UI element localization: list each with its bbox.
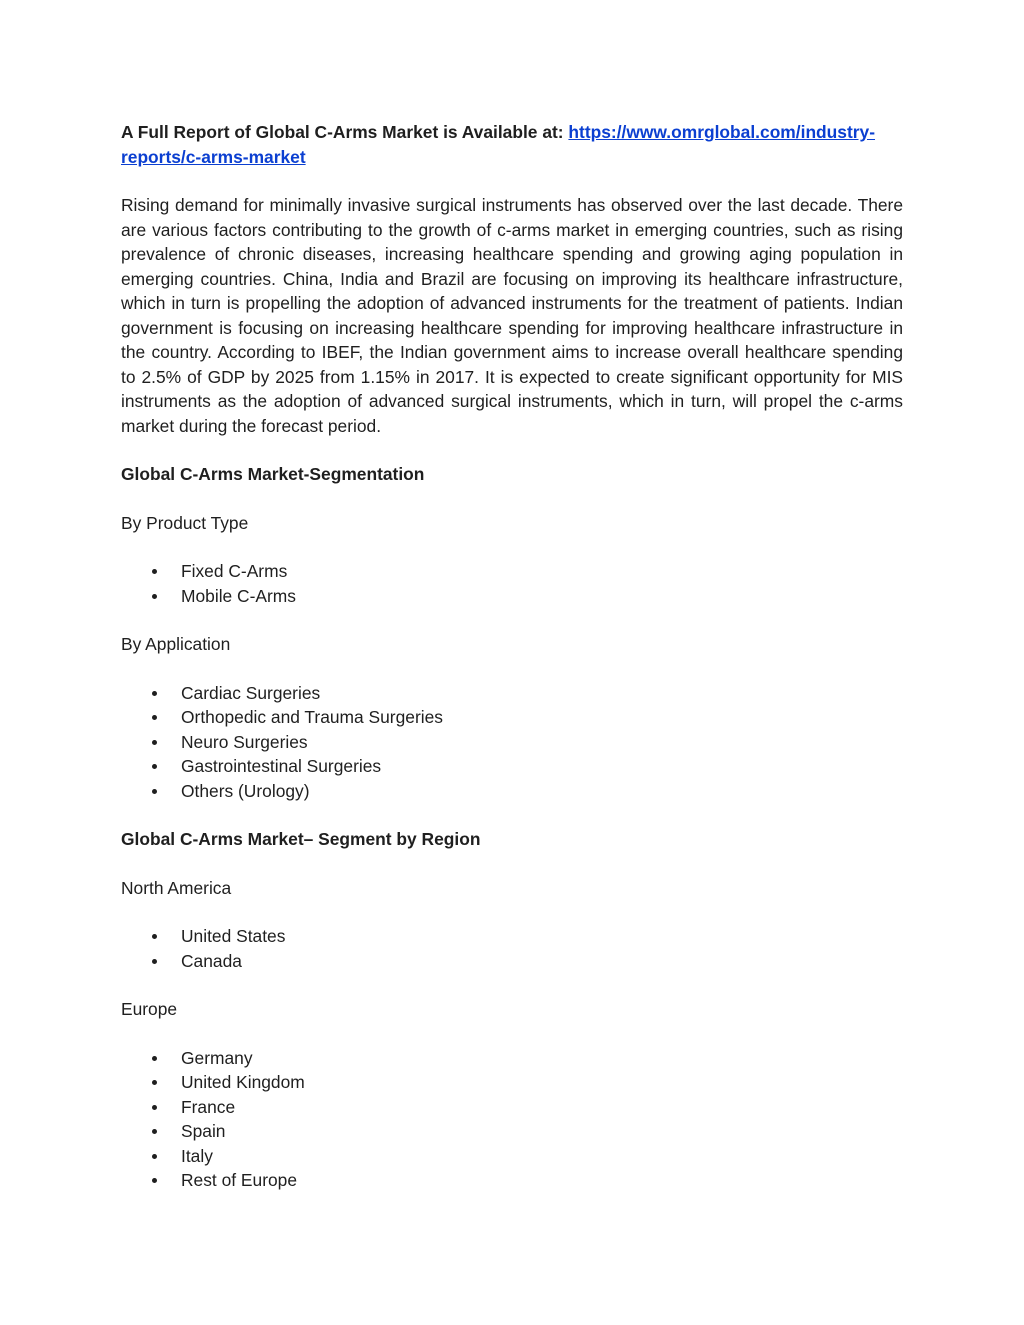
list-item — [121, 924, 903, 949]
europe-list — [121, 1046, 903, 1193]
list-item — [121, 754, 903, 779]
report-intro-lead: A Full Report of Global C-Arms Market is Available at: — [121, 122, 569, 142]
list-item — [121, 949, 903, 974]
bullet-icon — [152, 1080, 157, 1085]
list-item — [121, 559, 903, 584]
list-item — [121, 1168, 903, 1193]
bullet-icon — [152, 959, 157, 964]
bullet-icon — [152, 1129, 157, 1134]
list-item — [121, 584, 903, 609]
list-item-text: France — [181, 1096, 236, 1117]
list-item — [121, 1046, 903, 1071]
list-item-text: Germany — [181, 1047, 253, 1068]
list-item-text: Italy — [181, 1145, 213, 1166]
document-page — [121, 120, 903, 1217]
north-america-list — [121, 924, 903, 973]
list-item-text: Neuro Surgeries — [181, 731, 308, 752]
bullet-icon — [152, 1154, 157, 1159]
bullet-icon — [152, 691, 157, 696]
list-item — [121, 1119, 903, 1144]
application-list — [121, 681, 903, 804]
bullet-icon — [152, 789, 157, 794]
bullet-icon — [152, 1056, 157, 1061]
list-item-text: Cardiac Surgeries — [181, 682, 321, 703]
list-item-text: Gastrointestinal Surgeries — [181, 756, 382, 776]
list-item-text: Orthopedic and Trauma Surgeries — [181, 707, 443, 727]
list-item — [121, 681, 903, 706]
product-type-label: By Product Type — [121, 512, 249, 533]
bullet-icon — [152, 715, 157, 720]
europe-label: Europe — [121, 999, 178, 1019]
list-item-text: Canada — [181, 950, 242, 971]
report-link[interactable]: https://www.omrglobal.com/industry-reports/c-arms-market — [121, 122, 876, 167]
bullet-icon — [152, 569, 157, 574]
list-item — [121, 730, 903, 755]
list-item-text: Others (Urology) — [181, 780, 310, 801]
market-overview-paragraph: Rising demand for minimally invasive surgical instruments has observed over the last decade. There are various factors contributing to the growth of c-arms market in emerging countries, such as rising prevalence of chronic diseases, increasing healthcare spending and growing aging population in emerging countries. China, India and Brazil are focusing on improving its healthcare infrastructure, which in turn is propelling the adoption of advanced instruments for the treatment of patients. Indian government is focusing on increasing healthcare spending for improving healthcare infrastructure in the country. According to IBEF, the Indian government aims to increase overall healthcare spending to 2.5% of GDP by 2025 from 1.15% in 2017. It is expected to create significant opportunity for MIS instruments as the adoption of advanced surgical instruments, which in turn, will propel the c-arms market during the forecast period. — [121, 195, 903, 436]
application-label: By Application — [121, 634, 231, 654]
bullet-icon — [152, 1178, 157, 1183]
north-america-label: North America — [121, 877, 232, 898]
list-item — [121, 1095, 903, 1120]
segmentation-heading: Global C-Arms Market-Segmentation — [121, 464, 425, 484]
list-item-text: United Kingdom — [181, 1072, 305, 1092]
list-item — [121, 1144, 903, 1169]
bullet-icon — [152, 1105, 157, 1110]
bullet-icon — [152, 934, 157, 939]
list-item-text: Spain — [181, 1121, 226, 1141]
list-item-text: Mobile C-Arms — [181, 585, 296, 606]
list-item-text: United States — [181, 926, 286, 946]
bullet-icon — [152, 740, 157, 745]
bullet-icon — [152, 594, 157, 599]
product-type-list — [121, 559, 903, 608]
bullet-icon — [152, 764, 157, 769]
list-item — [121, 1070, 903, 1095]
report-intro — [121, 120, 903, 169]
list-item — [121, 779, 903, 804]
region-heading: Global C-Arms Market– Segment by Region — [121, 829, 481, 849]
list-item-text: Fixed C-Arms — [181, 561, 288, 581]
list-item-text: Rest of Europe — [181, 1170, 298, 1190]
list-item — [121, 705, 903, 730]
